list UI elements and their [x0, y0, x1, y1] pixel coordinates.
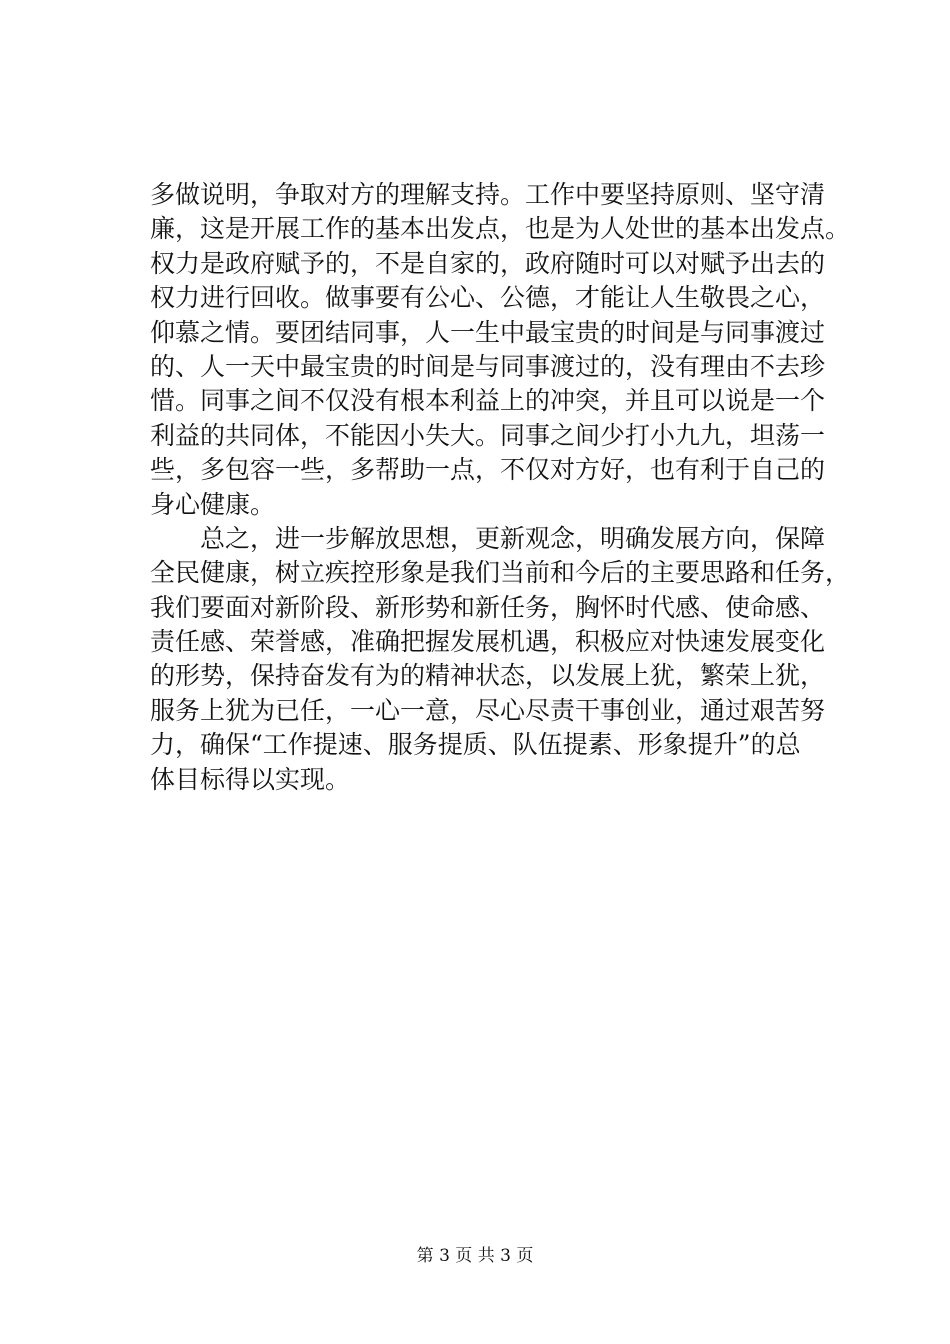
text-line: 身心健康。 — [150, 489, 276, 519]
text-line: 体目标得以实现。 — [150, 764, 351, 794]
text-line: 我们要面对新阶段、新形势和新任务，胸怀时代感、使命感、 — [150, 592, 826, 622]
text-line: 权力进行回收。做事要有公心、公德，才能让人生敬畏之心， — [150, 283, 826, 313]
text-line: 些，多包容一些，多帮助一点，不仅对方好，也有利于自己的 — [150, 455, 826, 485]
text-line: 服务上犹为已任，一心一意，尽心尽责干事创业，通过艰苦努 — [150, 695, 826, 725]
body-text — [150, 178, 851, 797]
text-line: 力，确保“工作提速、服务提质、队伍提素、形象提升”的总 — [150, 730, 801, 760]
text-line: 总之，进一步解放思想，更新观念，明确发展方向，保障 — [150, 523, 826, 553]
text-line: 的、人一天中最宝贵的时间是与同事渡过的，没有理由不去珍 — [150, 351, 826, 381]
text-line: 责任感、荣誉感，准确把握发展机遇，积极应对快速发展变化 — [150, 627, 826, 657]
text-line: 权力是政府赋予的，不是自家的，政府随时可以对赋予出去的 — [150, 248, 826, 278]
text-line: 的形势，保持奋发有为的精神状态，以发展上犹，繁荣上犹， — [150, 661, 826, 691]
text-line: 惜。同事之间不仅没有根本利益上的冲突，并且可以说是一个 — [150, 386, 826, 416]
text-line: 仰慕之情。要团结同事，人一生中最宝贵的时间是与同事渡过 — [150, 317, 826, 347]
text-line: 廉，这是开展工作的基本出发点，也是为人处世的基本出发点。 — [150, 214, 851, 244]
page-footer: 第 3 页 共 3 页 — [416, 1246, 534, 1266]
text-line: 全民健康，树立疾控形象是我们当前和今后的主要思路和任务， — [150, 558, 851, 588]
text-line: 利益的共同体，不能因小失大。同事之间少打小九九，坦荡一 — [150, 420, 826, 450]
text-line: 多做说明，争取对方的理解支持。工作中要坚持原则、坚守清 — [150, 180, 826, 209]
